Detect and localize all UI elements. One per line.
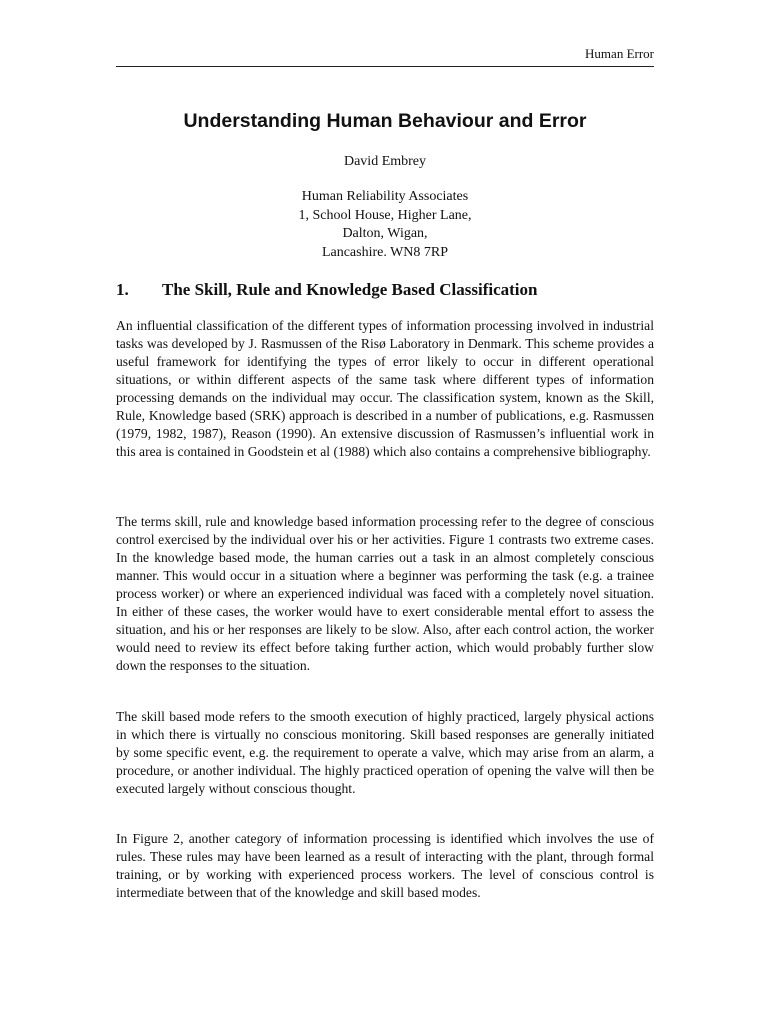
running-header: Human Error [116,44,654,67]
address-line: Dalton, Wigan, [342,226,428,242]
section-number: 1. [116,280,129,299]
section-heading [116,278,654,302]
document-title: Understanding Human Behaviour and Error [183,110,587,132]
section-title: The Skill, Rule and Knowledge Based Classification [162,280,538,299]
address-line: Human Reliability Associates [301,189,469,204]
body-paragraph: The terms skill, rule and knowledge based information processing refer to the degree of conscious control exercised by the individual over his or her activities. Figure 1 contrasts two extreme cases. In the knowledge based mode, the human carries out a task in an almost completely conscious manner. This would occur in a situation where a beginner was performing the task (e.g. a trainee process worker) or where an experienced individual was faced with a completely novel situation. In either of these cases, the worker would have to exert considerable mental effort to assess the situation, and his or her responses are likely to be slow. Also, after each control action, the worker would need to review its effect before taking further action, which would probably further slow down the responses to the situation. [116,514,654,673]
body-paragraph: In Figure 2, another category of information processing is identified which involves the use of rules. These rules may have been learned as a result of interacting with the plant, through formal training, or by working with experienced process workers. The level of conscious control is intermediate between that of the knowledge and skill based modes. [116,831,654,900]
author-name: David Embrey [343,154,427,169]
author-address [116,188,654,262]
address-line: Lancashire. WN8 7RP [321,244,449,260]
address-line: 1, School House, Higher Lane, [298,207,472,223]
body-paragraph: The skill based mode refers to the smooth execution of highly practiced, largely physical actions in which there is virtually no conscious monitoring. Skill based responses are generally initiated by some specific event, e.g. the requirement to operate a valve, which may arise from an alarm, a procedure, or another individual. The highly practiced operation of opening the valve will then be executed largely without conscious thought. [116,709,654,796]
body-paragraph: An influential classification of the different types of information processing involved in industrial tasks was developed by J. Rasmussen of the Risø Laboratory in Denmark. This scheme provides a useful framework for identifying the types of error likely to occur in different operational situations, or within different aspects of the same task where different types of information processing demands on the individual may occur. The classification system, known as the Skill, Rule, Knowledge based (SRK) approach is described in a number of publications, e.g. Rasmussen (1979, 1982, 1987), Reason (1990). An extensive discussion of Rasmussen’s influential work in this area is contained in Goodstein et al (1988) which also contains a comprehensive bibliography. [116,318,654,459]
